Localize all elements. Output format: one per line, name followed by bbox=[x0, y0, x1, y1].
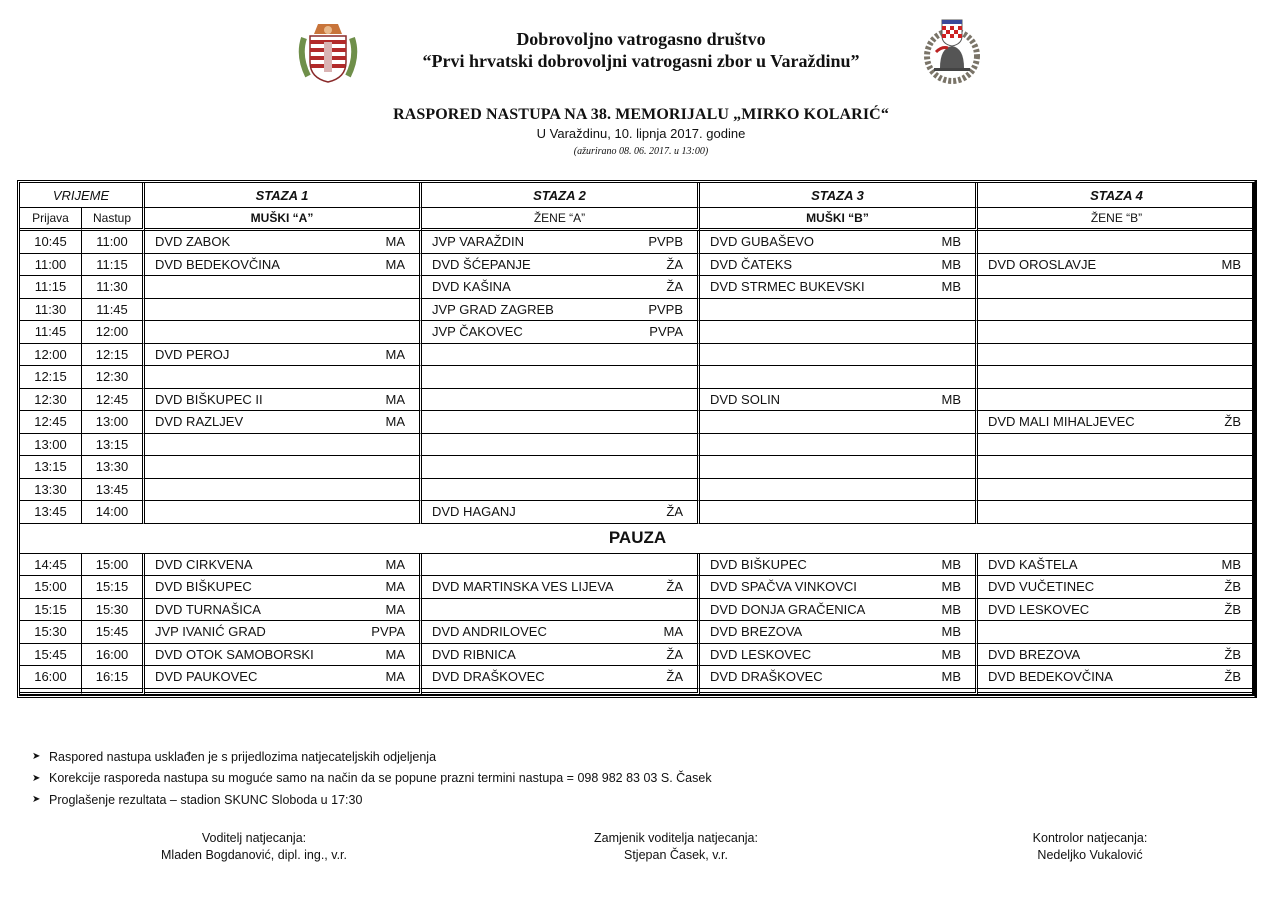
nastup-header: Nastup bbox=[82, 208, 145, 231]
prijava-time: 15:15 bbox=[20, 599, 82, 622]
nastup-time: 12:15 bbox=[82, 344, 145, 367]
table-row bbox=[20, 344, 1252, 367]
signature-name: Nedeljko Vukalović bbox=[1037, 848, 1143, 862]
category-code: ŽB bbox=[1224, 414, 1241, 430]
track-2-slot bbox=[422, 644, 700, 667]
track-3-slot bbox=[700, 411, 978, 434]
track-2-slot bbox=[422, 299, 700, 322]
note-text: Raspored nastupa usklađen je s prijedlozima natjecateljskih odjeljenja bbox=[49, 749, 437, 764]
team-name: DVD CIRKVENA bbox=[155, 556, 253, 572]
category-code: MA bbox=[385, 414, 405, 430]
track-4-slot bbox=[978, 621, 1255, 644]
team-name: DVD MALI MIHALJEVEC bbox=[988, 414, 1135, 430]
category-code: MB bbox=[1221, 556, 1241, 572]
table-row bbox=[20, 276, 1252, 299]
notes-list bbox=[32, 746, 712, 811]
nastup-time: 11:15 bbox=[82, 254, 145, 277]
team-name: DVD DONJA GRAČENICA bbox=[710, 601, 866, 617]
team-name: DVD OROSLAVJE bbox=[988, 256, 1097, 272]
table-header-row bbox=[20, 183, 1252, 208]
organization-full-name: “Prvi hrvatski dobrovoljni vatrogasni zbor u Varaždinu” bbox=[422, 51, 860, 71]
prijava-time: 12:30 bbox=[20, 389, 82, 412]
table-subheader-row bbox=[20, 208, 1252, 231]
track-2-slot bbox=[422, 479, 700, 502]
prijava-time: 12:15 bbox=[20, 366, 82, 389]
track-2-slot bbox=[422, 276, 700, 299]
track-1-slot bbox=[145, 299, 422, 322]
signature-name: Mladen Bogdanović, dipl. ing., v.r. bbox=[161, 848, 347, 862]
prijava-time: 15:30 bbox=[20, 621, 82, 644]
signature-competition-leader bbox=[114, 830, 394, 864]
track-2-slot bbox=[422, 599, 700, 622]
category-code: ŽA bbox=[666, 279, 683, 295]
category-code: MA bbox=[385, 601, 405, 617]
category-code: ŽB bbox=[1224, 646, 1241, 662]
nastup-time: 12:00 bbox=[82, 321, 145, 344]
category-code: MA bbox=[385, 234, 405, 250]
signature-role: Kontrolor natjecanja: bbox=[1032, 831, 1148, 845]
team-name: DVD BIŠKUPEC bbox=[155, 579, 252, 595]
team-name: DVD BEDEKOVČINA bbox=[155, 256, 280, 272]
track-3-slot bbox=[700, 621, 978, 644]
nastup-time: 15:00 bbox=[82, 554, 145, 577]
category-code: MB bbox=[941, 256, 961, 272]
track-2-category: ŽENE “A” bbox=[422, 208, 700, 231]
category-code: MA bbox=[663, 624, 683, 640]
team-name: DVD BREZOVA bbox=[710, 624, 803, 640]
track-3-slot bbox=[700, 231, 978, 254]
category-code: MA bbox=[385, 346, 405, 362]
track-3-slot bbox=[700, 599, 978, 622]
team-name: DVD HAGANJ bbox=[432, 504, 516, 520]
track-4-slot bbox=[978, 389, 1255, 412]
track-1-slot bbox=[145, 389, 422, 412]
team-name: DVD MARTINSKA VES LIJEVA bbox=[432, 579, 614, 595]
team-name: DVD BEDEKOVČINA bbox=[988, 669, 1113, 685]
track-2-slot bbox=[422, 621, 700, 644]
signature-deputy-leader bbox=[536, 830, 816, 864]
track-4-slot bbox=[978, 599, 1255, 622]
nastup-time: 16:15 bbox=[82, 666, 145, 689]
track-3-slot bbox=[700, 254, 978, 277]
track-3-slot bbox=[700, 344, 978, 367]
nastup-time: 13:30 bbox=[82, 456, 145, 479]
nastup-time: 12:30 bbox=[82, 366, 145, 389]
track-3-slot bbox=[700, 389, 978, 412]
nastup-time: 13:45 bbox=[82, 479, 145, 502]
category-code: ŽA bbox=[666, 256, 683, 272]
table-end-row bbox=[20, 689, 1252, 695]
table-row bbox=[20, 389, 1252, 412]
track-3-slot bbox=[700, 554, 978, 577]
track-1-slot bbox=[145, 231, 422, 254]
arrow-bullet-icon: ➤ bbox=[32, 794, 41, 806]
prijava-time: 11:45 bbox=[20, 321, 82, 344]
category-code: ŽA bbox=[666, 669, 683, 685]
category-code: MA bbox=[385, 391, 405, 407]
nastup-time: 14:00 bbox=[82, 501, 145, 524]
category-code: MB bbox=[941, 234, 961, 250]
track-4-slot bbox=[978, 321, 1255, 344]
category-code: MB bbox=[941, 556, 961, 572]
table-row bbox=[20, 621, 1252, 644]
table-row bbox=[20, 479, 1252, 502]
track-4-slot bbox=[978, 299, 1255, 322]
category-code: ŽB bbox=[1224, 579, 1241, 595]
team-name: JVP VARAŽDIN bbox=[432, 234, 524, 250]
signature-name: Stjepan Časek, v.r. bbox=[624, 848, 728, 862]
prijava-header: Prijava bbox=[20, 208, 82, 231]
track-2-slot bbox=[422, 554, 700, 577]
track-4-slot bbox=[978, 554, 1255, 577]
nastup-time: 13:00 bbox=[82, 411, 145, 434]
time-header: VRIJEME bbox=[20, 183, 145, 208]
team-name: DVD LESKOVEC bbox=[988, 601, 1090, 617]
track-3-category: MUŠKI “B” bbox=[700, 208, 978, 231]
category-code: ŽA bbox=[666, 646, 683, 662]
prijava-time: 15:45 bbox=[20, 644, 82, 667]
schedule-table bbox=[17, 180, 1257, 698]
table-row bbox=[20, 411, 1252, 434]
organization-name: Dobrovoljno vatrogasno društvo bbox=[516, 29, 766, 49]
track-3-slot bbox=[700, 666, 978, 689]
track-1-slot bbox=[145, 456, 422, 479]
nastup-time: 15:15 bbox=[82, 576, 145, 599]
track-1-slot bbox=[145, 576, 422, 599]
prijava-time: 10:45 bbox=[20, 231, 82, 254]
signature-role: Zamjenik voditelja natjecanja: bbox=[594, 831, 758, 845]
track-1-slot bbox=[145, 366, 422, 389]
prijava-time: 12:45 bbox=[20, 411, 82, 434]
track-2-slot bbox=[422, 366, 700, 389]
track-2-header: STAZA 2 bbox=[422, 183, 700, 208]
track-3-slot bbox=[700, 456, 978, 479]
team-name: DVD PEROJ bbox=[155, 346, 230, 362]
track-1-slot bbox=[145, 621, 422, 644]
document-title: RASPORED NASTUPA NA 38. MEMORIJALU „MIRKO KOLARIĆ“ bbox=[393, 106, 889, 123]
team-name: DVD SOLIN bbox=[710, 391, 781, 407]
track-4-slot bbox=[978, 276, 1255, 299]
category-code: PVPA bbox=[649, 324, 683, 340]
team-name: DVD STRMEC BUKEVSKI bbox=[710, 279, 865, 295]
track-3-slot bbox=[700, 644, 978, 667]
team-name: DVD LESKOVEC bbox=[710, 646, 812, 662]
nastup-time: 13:15 bbox=[82, 434, 145, 457]
category-code: MB bbox=[941, 579, 961, 595]
table-row bbox=[20, 299, 1252, 322]
track-1-slot bbox=[145, 554, 422, 577]
table-row bbox=[20, 501, 1252, 524]
team-name: DVD RAZLJEV bbox=[155, 414, 244, 430]
team-name: DVD DRAŠKOVEC bbox=[432, 669, 545, 685]
track-2-slot bbox=[422, 231, 700, 254]
track-3-slot bbox=[700, 276, 978, 299]
category-code: MB bbox=[941, 646, 961, 662]
category-code: MB bbox=[941, 391, 961, 407]
track-2-slot bbox=[422, 434, 700, 457]
prijava-time: 13:45 bbox=[20, 501, 82, 524]
table-row bbox=[20, 599, 1252, 622]
category-code: MA bbox=[385, 579, 405, 595]
track-4-slot bbox=[978, 666, 1255, 689]
prijava-time: 16:00 bbox=[20, 666, 82, 689]
category-code: MA bbox=[385, 556, 405, 572]
category-code: MA bbox=[385, 256, 405, 272]
pause-row bbox=[20, 524, 1252, 554]
arrow-bullet-icon: ➤ bbox=[32, 772, 41, 784]
track-4-slot bbox=[978, 231, 1255, 254]
prijava-time: 13:30 bbox=[20, 479, 82, 502]
track-4-slot bbox=[978, 576, 1255, 599]
team-name: DVD PAUKOVEC bbox=[155, 669, 258, 685]
category-code: MB bbox=[1221, 256, 1241, 272]
track-1-slot bbox=[145, 644, 422, 667]
nastup-time: 12:45 bbox=[82, 389, 145, 412]
track-4-slot bbox=[978, 254, 1255, 277]
category-code: PVPB bbox=[648, 301, 683, 317]
team-name: DVD ANDRILOVEC bbox=[432, 624, 547, 640]
track-4-slot bbox=[978, 366, 1255, 389]
track-2-slot bbox=[422, 411, 700, 434]
team-name: DVD GUBAŠEVO bbox=[710, 234, 815, 250]
note-text: Korekcije rasporeda nastupa su moguće samo na način da se popune prazni termini nastupa = 098 982 83 03 S. Časek bbox=[49, 771, 712, 786]
table-row bbox=[20, 321, 1252, 344]
prijava-time: 11:15 bbox=[20, 276, 82, 299]
track-3-header: STAZA 3 bbox=[700, 183, 978, 208]
category-code: MB bbox=[941, 624, 961, 640]
team-name: DVD ŠĆEPANJE bbox=[432, 256, 531, 272]
team-name: DVD RIBNICA bbox=[432, 646, 516, 662]
track-2-slot bbox=[422, 666, 700, 689]
team-name: DVD ČATEKS bbox=[710, 256, 793, 272]
table-row bbox=[20, 666, 1252, 689]
rows-after-pause bbox=[20, 554, 1252, 689]
prijava-time: 11:00 bbox=[20, 254, 82, 277]
track-4-slot bbox=[978, 456, 1255, 479]
category-code: ŽB bbox=[1224, 669, 1241, 685]
track-1-slot bbox=[145, 411, 422, 434]
team-name: DVD BIŠKUPEC bbox=[710, 556, 807, 572]
track-1-category: MUŠKI “A” bbox=[145, 208, 422, 231]
team-name: DVD SPAČVA VINKOVCI bbox=[710, 579, 857, 595]
nastup-time: 15:45 bbox=[82, 621, 145, 644]
category-code: MA bbox=[385, 646, 405, 662]
track-4-slot bbox=[978, 479, 1255, 502]
track-1-slot bbox=[145, 666, 422, 689]
track-4-category: ŽENE “B” bbox=[978, 208, 1255, 231]
category-code: PVPA bbox=[371, 624, 405, 640]
firefighter-emblem-icon bbox=[920, 16, 984, 84]
signature-role: Voditelj natjecanja: bbox=[201, 831, 307, 845]
track-3-slot bbox=[700, 321, 978, 344]
track-4-header: STAZA 4 bbox=[978, 183, 1255, 208]
track-1-slot bbox=[145, 599, 422, 622]
category-code: PVPB bbox=[648, 234, 683, 250]
nastup-time: 16:00 bbox=[82, 644, 145, 667]
pause-label: PAUZA bbox=[20, 524, 1255, 554]
track-3-slot bbox=[700, 501, 978, 524]
track-2-slot bbox=[422, 501, 700, 524]
team-name: DVD KAŠTELA bbox=[988, 556, 1078, 572]
nastup-time: 11:30 bbox=[82, 276, 145, 299]
nastup-time: 11:00 bbox=[82, 231, 145, 254]
prijava-time: 14:45 bbox=[20, 554, 82, 577]
track-1-slot bbox=[145, 254, 422, 277]
update-note: (ažurirano 08. 06. 2017. u 13:00) bbox=[573, 146, 709, 157]
track-3-slot bbox=[700, 434, 978, 457]
nastup-time: 15:30 bbox=[82, 599, 145, 622]
note-item bbox=[32, 746, 712, 768]
track-1-slot bbox=[145, 501, 422, 524]
track-2-slot bbox=[422, 344, 700, 367]
team-name: DVD TURNAŠICA bbox=[155, 601, 261, 617]
table-row bbox=[20, 576, 1252, 599]
team-name: DVD BREZOVA bbox=[988, 646, 1081, 662]
team-name: DVD DRAŠKOVEC bbox=[710, 669, 823, 685]
nastup-time: 11:45 bbox=[82, 299, 145, 322]
note-text: Proglašenje rezultata – stadion SKUNC Sloboda u 17:30 bbox=[49, 792, 363, 807]
table-row bbox=[20, 456, 1252, 479]
track-2-slot bbox=[422, 389, 700, 412]
track-1-slot bbox=[145, 434, 422, 457]
team-name: JVP GRAD ZAGREB bbox=[432, 301, 554, 317]
track-3-slot bbox=[700, 576, 978, 599]
team-name: DVD OTOK SAMOBORSKI bbox=[155, 646, 314, 662]
track-4-slot bbox=[978, 501, 1255, 524]
track-4-slot bbox=[978, 411, 1255, 434]
team-name: DVD ZABOK bbox=[155, 234, 231, 250]
prijava-time: 13:00 bbox=[20, 434, 82, 457]
category-code: MB bbox=[941, 601, 961, 617]
category-code: ŽA bbox=[666, 504, 683, 520]
track-1-slot bbox=[145, 344, 422, 367]
track-3-slot bbox=[700, 479, 978, 502]
table-row bbox=[20, 366, 1252, 389]
prijava-time: 11:30 bbox=[20, 299, 82, 322]
track-2-slot bbox=[422, 576, 700, 599]
document-subtitle: U Varaždinu, 10. lipnja 2017. godine bbox=[536, 126, 746, 141]
track-4-slot bbox=[978, 344, 1255, 367]
team-name: DVD VUČETINEC bbox=[988, 579, 1095, 595]
rows-before-pause bbox=[20, 231, 1252, 524]
track-1-slot bbox=[145, 479, 422, 502]
prijava-time: 15:00 bbox=[20, 576, 82, 599]
track-3-slot bbox=[700, 299, 978, 322]
prijava-time: 13:15 bbox=[20, 456, 82, 479]
table-row bbox=[20, 254, 1252, 277]
team-name: JVP IVANIĆ GRAD bbox=[155, 624, 266, 640]
prijava-time: 12:00 bbox=[20, 344, 82, 367]
track-1-slot bbox=[145, 276, 422, 299]
track-2-slot bbox=[422, 321, 700, 344]
team-name: DVD BIŠKUPEC II bbox=[155, 391, 263, 407]
table-row bbox=[20, 554, 1252, 577]
track-4-slot bbox=[978, 644, 1255, 667]
note-item bbox=[32, 768, 712, 790]
signature-controller bbox=[950, 830, 1230, 864]
table-row bbox=[20, 231, 1252, 254]
category-code: MA bbox=[385, 669, 405, 685]
table-row bbox=[20, 644, 1252, 667]
track-2-slot bbox=[422, 456, 700, 479]
team-name: DVD KAŠINA bbox=[432, 279, 511, 295]
team-name: JVP ČAKOVEC bbox=[432, 324, 523, 340]
category-code: ŽB bbox=[1224, 601, 1241, 617]
category-code: ŽA bbox=[666, 579, 683, 595]
track-4-slot bbox=[978, 434, 1255, 457]
track-1-header: STAZA 1 bbox=[145, 183, 422, 208]
category-code: MB bbox=[941, 669, 961, 685]
category-code: MB bbox=[941, 279, 961, 295]
track-2-slot bbox=[422, 254, 700, 277]
track-1-slot bbox=[145, 321, 422, 344]
table-row bbox=[20, 434, 1252, 457]
note-item bbox=[32, 789, 712, 811]
track-3-slot bbox=[700, 366, 978, 389]
arrow-bullet-icon: ➤ bbox=[32, 751, 41, 763]
